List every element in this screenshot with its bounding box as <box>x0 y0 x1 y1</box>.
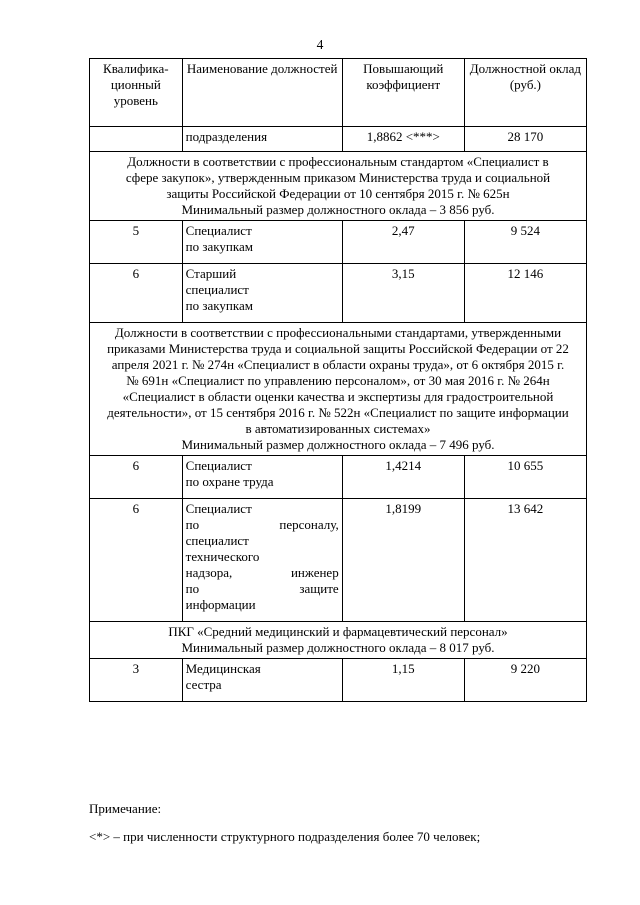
cell-name-line: Специалист <box>185 501 252 516</box>
note-line: <*> – при численности структурного подразделения более 70 человек; <box>89 829 481 844</box>
cell-name <box>182 456 342 499</box>
cell-level <box>90 127 183 152</box>
cell-name-line: сестра <box>185 677 222 692</box>
cell-name-line: Медицинская <box>185 661 261 676</box>
cell-salary: 28 170 <box>464 127 586 152</box>
section-row <box>90 323 587 456</box>
cell-name-line <box>186 565 339 581</box>
cell-name <box>182 264 342 323</box>
cell-level: 5 <box>90 221 183 264</box>
cell-name-line: специалист <box>185 282 249 297</box>
word: персоналу, <box>279 517 339 532</box>
cell-salary: 9 220 <box>464 659 586 702</box>
cell-name <box>182 499 342 622</box>
cell-coef: 1,8199 <box>342 499 464 622</box>
header-level: Квалифика-ционный уровень <box>90 59 183 127</box>
note-title: Примечание: <box>89 801 162 816</box>
cell-name-line: специалист <box>185 533 249 548</box>
section-row <box>90 152 587 221</box>
cell-level: 3 <box>90 659 183 702</box>
table-row <box>90 499 587 622</box>
table-row <box>90 221 587 264</box>
cell-coef: 1,8862 <***> <box>342 127 464 152</box>
word: защите <box>299 581 339 596</box>
section-heading <box>90 152 587 221</box>
cell-coef: 1,15 <box>342 659 464 702</box>
word: по <box>185 581 200 596</box>
section-row <box>90 622 587 659</box>
table-header-row <box>90 59 587 127</box>
section-text: Должности в соответствии с профессиональным стандартом «Специалист в сфере закупок», утвержденным приказом Министерства труда и социальной защиты Российской Федерации от 10 сентября 2015 г. № 625н <box>125 154 551 201</box>
cell-salary: 13 642 <box>464 499 586 622</box>
word: по <box>185 517 200 532</box>
cell-level: 6 <box>90 264 183 323</box>
section-heading <box>90 622 587 659</box>
cell-name-line: Старший <box>185 266 237 281</box>
cell-level: 6 <box>90 499 183 622</box>
table-row <box>90 127 587 152</box>
table-row <box>90 264 587 323</box>
cell-name-line: по закупкам <box>185 298 253 313</box>
cell-name-line <box>186 517 339 533</box>
page-number: 4 <box>316 37 324 52</box>
cell-name-line: информации <box>185 597 256 612</box>
section-text: Должности в соответствии с профессиональными стандартами, утвержденными приказами Министерства труда и социальной защиты Российской Федерации от 22 апреля 2021 г. № 274н «Специалист в области охраны труда», от 6 октября 2015 г. № 691н «Специалист по управлению персоналом», от 30 мая 2016 г. № 264н «Специалист в области оценки качества и экспертизы для градостроительной деятельности», от 15 сентября 2016 г. № 522н «Специалист по защите информации в автоматизированных системах» <box>107 325 569 436</box>
section-min-salary: Минимальный размер должностного оклада – 3 856 руб. <box>181 202 495 217</box>
cell-name-line: по охране труда <box>185 474 274 489</box>
cell-coef: 1,4214 <box>342 456 464 499</box>
cell-level: 6 <box>90 456 183 499</box>
cell-name <box>182 659 342 702</box>
section-heading <box>90 323 587 456</box>
cell-name <box>182 221 342 264</box>
cell-name-line: Специалист <box>185 458 252 473</box>
cell-salary: 10 655 <box>464 456 586 499</box>
header-coef: Повышающий коэффициент <box>342 59 464 127</box>
cell-coef: 3,15 <box>342 264 464 323</box>
word: инженер <box>290 565 339 580</box>
table-row <box>90 659 587 702</box>
section-min-salary: Минимальный размер должностного оклада – 8 017 руб. <box>181 640 495 655</box>
cell-name-line: Специалист <box>185 223 252 238</box>
word: надзора, <box>185 565 233 580</box>
cell-name-line: по закупкам <box>185 239 253 254</box>
salary-table <box>89 58 587 702</box>
cell-name-line <box>186 581 339 597</box>
header-salary: Должностной оклад (руб.) <box>464 59 586 127</box>
section-text: ПКГ «Средний медицинский и фармацевтический персонал» <box>168 624 508 639</box>
cell-coef: 2,47 <box>342 221 464 264</box>
section-min-salary: Минимальный размер должностного оклада – 7 496 руб. <box>181 437 495 452</box>
cell-salary: 9 524 <box>464 221 586 264</box>
header-name: Наименование должностей <box>182 59 342 127</box>
cell-salary: 12 146 <box>464 264 586 323</box>
cell-name: подразделения <box>182 127 342 152</box>
cell-name-line: технического <box>185 549 260 564</box>
table-row <box>90 456 587 499</box>
